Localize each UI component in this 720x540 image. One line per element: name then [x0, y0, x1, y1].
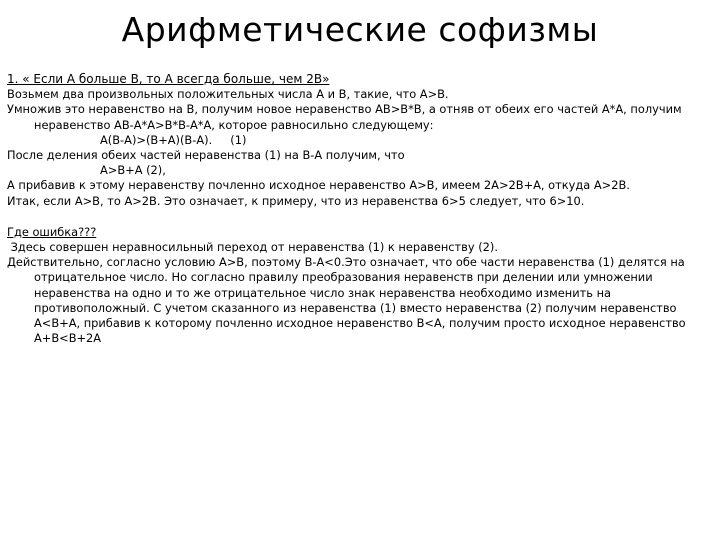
text-line-2: Умножив это неравенство на В, получим новое неравенство АВ>В*В, а отняв от обеих его частей А*А, получим неравенство АВ-А*А>В*В-А*А, которое равносильно следующему: [7, 102, 682, 132]
slide-content [7, 72, 712, 346]
text-line-1: Возьмем два произвольных положительных числа А и В, такие, что А>В. [7, 87, 449, 102]
text-line-3: После деления обеих частей неравенства (1) на В-А получим, что [7, 148, 405, 163]
inequality-1: А(В-А)>(В+А)(В-А). (1) [100, 132, 247, 147]
answer-line-2: Действительно, согласно условию А>В, поэтому В-А<0.Это означает, что обе части неравенства (1) делятся на отрицательное число. Но согласно правилу преобразования неравенств при делении или умножении неравенства на одно и то же отрицательное число знак неравенства необходимо изменить на противоположный. С учетом сказанного из неравенства (1) вместо неравенства (2) получим неравенство А<В+А, прибавив к которому почленно исходное неравенство В<А, получим просто исходное неравенство А+В<В+2А [7, 255, 686, 346]
text-line-5: Итак, если А>В, то А>2В. Это означает, к примеру, что из неравенства 6>5 следует, что 6>10. [7, 193, 585, 208]
answer-line-1: Здесь совершен неравносильный переход от неравенства (1) к неравенству (2). [7, 240, 498, 255]
question-heading: Где ошибка??? [7, 224, 97, 239]
inequality-2: А>В+А (2), [100, 163, 166, 178]
spacer [7, 209, 712, 225]
text-line-4: А прибавив к этому неравенству почленно исходное неравенство А>В, имеем 2А>2В+А, откуда А>2В. [7, 178, 630, 193]
sophism-heading: 1. « Если А больше В, то А всегда больше, чем 2В» [7, 72, 330, 86]
slide-title: Арифметические софизмы [121, 10, 599, 49]
